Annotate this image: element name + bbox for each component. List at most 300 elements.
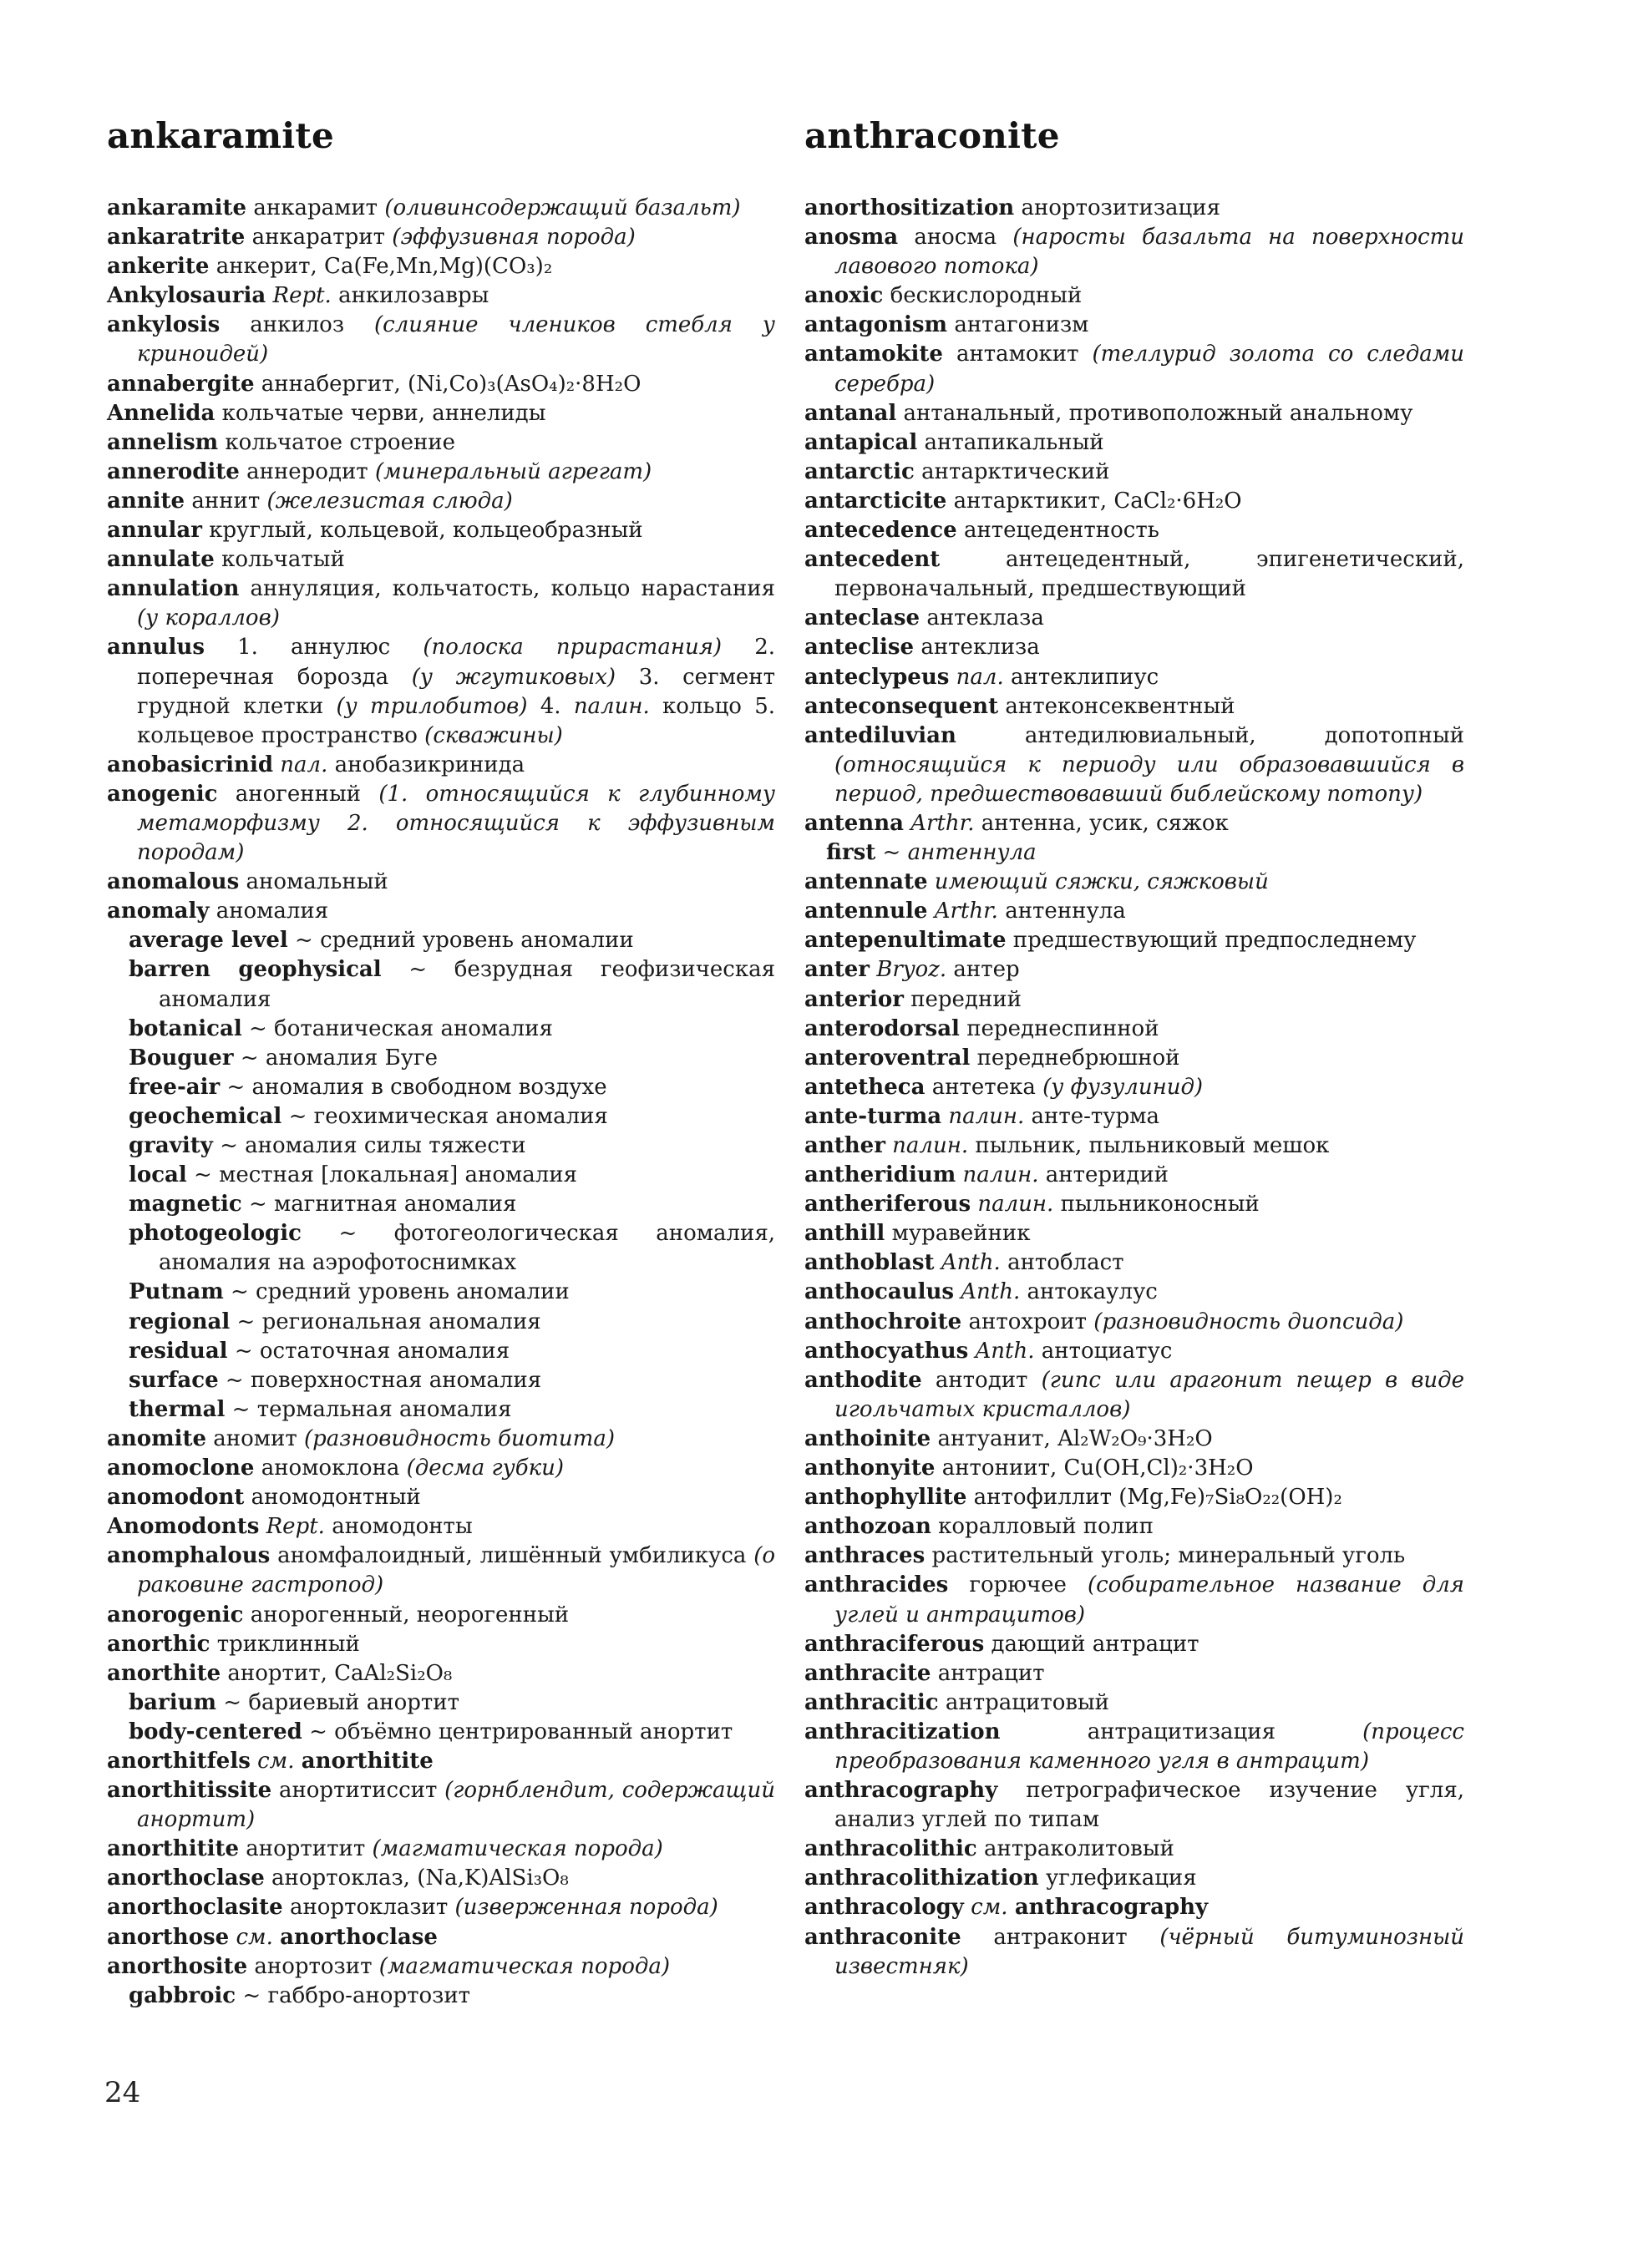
headword: anthophyllite: [804, 1485, 967, 1511]
sub-entry: [107, 1688, 775, 1718]
headword: Putnam: [129, 1279, 224, 1305]
italic-note: пал.: [280, 752, 328, 777]
italic-note: (чёрный битуминозный известняк): [834, 1924, 1465, 1979]
headword: anthracitization: [804, 1719, 1001, 1744]
translation: антецедентный, эпигенетический, первоначальный, предшествующий: [834, 547, 1464, 602]
italic-note: (наросты базальта на поверхности лавового потока): [834, 225, 1465, 280]
sub-entry: [107, 1073, 775, 1102]
italic-note: (полоска прирастания): [423, 635, 723, 661]
dictionary-entry: [107, 223, 775, 252]
translation: ~ поверхностная аномалия: [225, 1367, 542, 1393]
italic-note: Bryoz.: [876, 957, 947, 983]
headword: anthracitic: [804, 1689, 939, 1715]
dictionary-entry: [107, 1747, 775, 1776]
translation: анортоклазит: [289, 1895, 449, 1921]
dictionary-entry: [107, 751, 775, 780]
translation: аногенный: [235, 781, 361, 807]
headword: anthraces: [804, 1543, 926, 1569]
translation: антодит: [935, 1367, 1028, 1393]
dictionary-entry: [107, 1923, 775, 1952]
sub-entry: [107, 1337, 775, 1366]
translation: передний: [910, 986, 1022, 1012]
dictionary-entry: [804, 1308, 1464, 1337]
translation: переднеспинной: [966, 1015, 1159, 1041]
italic-note: (собирательное название для углей и антрацитов): [834, 1572, 1465, 1628]
headword: anogenic: [107, 781, 218, 807]
headword: Anomodonts: [107, 1514, 260, 1540]
italic-note: палин.: [892, 1133, 969, 1158]
italic-note: (разновидность биотита): [303, 1425, 615, 1451]
translation: муравейник: [891, 1221, 1031, 1247]
translation: пыльниконосный: [1060, 1192, 1260, 1218]
headword: anteclise: [804, 635, 915, 661]
translation: ~ безрудная геофизическая аномалия: [159, 957, 775, 1012]
headword: anthodite: [804, 1367, 922, 1393]
translation: переднебрюшной: [976, 1045, 1180, 1071]
translation: кольчатый: [221, 547, 345, 573]
dictionary-entry: [107, 1893, 775, 1922]
dictionary-entry: [804, 868, 1464, 897]
italic-note: палин.: [962, 1162, 1039, 1188]
headword: anomoclone: [107, 1455, 255, 1481]
headword: geochemical: [129, 1103, 282, 1129]
headword: ante-turma: [804, 1103, 942, 1129]
headword: anthozoan: [804, 1514, 931, 1540]
dictionary-entry: [804, 1688, 1464, 1718]
translation: анортит, CaAl₂Si₂O₈: [227, 1660, 453, 1686]
sub-entry: [107, 1044, 775, 1073]
italic-note: Anth.: [941, 1250, 1001, 1276]
headword: anorthoclase: [107, 1866, 265, 1891]
dictionary-entry: [804, 809, 1464, 838]
dictionary-entry: [804, 721, 1464, 809]
sub-entry: [107, 1161, 775, 1190]
translation: антрацитизация: [1087, 1719, 1276, 1744]
translation: аннит: [191, 488, 261, 514]
italic-note: см.: [236, 1924, 273, 1950]
headword: annulation: [107, 576, 240, 602]
sub-entry: [107, 1015, 775, 1044]
headword: anteclase: [804, 605, 921, 631]
dictionary-entry: [804, 1835, 1464, 1864]
dictionary-entry: [804, 897, 1464, 926]
translation: ~ остаточная аномалия: [234, 1338, 510, 1364]
dictionary-entry: [107, 194, 775, 223]
sub-entry: [107, 1308, 775, 1337]
translation: пыльник, пыльниковый мешок: [975, 1133, 1330, 1158]
headword: ankerite: [107, 254, 210, 280]
headword: gabbroic: [129, 1982, 236, 2008]
dictionary-entry: [804, 1278, 1464, 1307]
headword: anomphalous: [107, 1543, 271, 1569]
dictionary-entry: [107, 487, 775, 516]
translation: антраколитовый: [984, 1836, 1174, 1862]
sub-entry: [107, 1718, 775, 1747]
italic-note: имеющий сяжки, сяжковый: [934, 869, 1269, 895]
headword: local: [129, 1162, 187, 1188]
translation: дающий антрацит: [991, 1631, 1199, 1657]
italic-note: палин.: [573, 693, 650, 719]
sub-entry: [107, 1395, 775, 1425]
headword: antennule: [804, 899, 928, 924]
translation: кольчатые черви, аннелиды: [221, 400, 546, 426]
headword: antheriferous: [804, 1192, 971, 1218]
italic-note: (теллурид золота со следами серебра): [834, 342, 1465, 397]
headword: antanal: [804, 400, 897, 426]
dictionary-entry: [107, 311, 775, 369]
headword: anorthositization: [804, 195, 1015, 220]
dictionary-entry: [804, 545, 1464, 604]
italic-note: антеннула: [907, 840, 1037, 866]
dictionary-entry: [107, 1630, 775, 1659]
italic-note: Arthr.: [934, 899, 998, 924]
translation: ~ магнитная аномалия: [248, 1192, 517, 1218]
italic-note: (разновидность диопсида): [1093, 1309, 1404, 1334]
headword: residual: [129, 1338, 228, 1364]
dictionary-entry: [804, 1337, 1464, 1366]
dictionary-entry: [107, 1542, 775, 1600]
italic-note: (магматическая порода): [378, 1953, 670, 1979]
headword: anorthose: [107, 1924, 230, 1950]
translation: антарктикит, CaCl₂·6H₂O: [953, 488, 1242, 514]
headword: annulate: [107, 547, 215, 573]
dictionary-entry: [804, 311, 1464, 340]
dictionary-entry: [804, 1425, 1464, 1454]
headword: annerodite: [107, 458, 240, 484]
headword: Bouguer: [129, 1045, 234, 1071]
dictionary-entry: [107, 1425, 775, 1454]
sub-entry: [107, 1982, 775, 2011]
dictionary-entry: [107, 399, 775, 428]
headword: anomodont: [107, 1485, 245, 1511]
translation: антедилювиальный, допотопный: [1024, 722, 1464, 748]
headword: anorthic: [107, 1631, 210, 1657]
headword: anthonyite: [804, 1455, 936, 1481]
translation: антрацит: [937, 1660, 1045, 1686]
headword: thermal: [129, 1396, 226, 1422]
translation: антрацитовый: [945, 1689, 1110, 1715]
headword: annular: [107, 518, 202, 544]
headword: anorogenic: [107, 1602, 244, 1628]
dictionary-entry: [107, 458, 775, 487]
translation: 4.: [540, 693, 561, 719]
headword: anthoinite: [804, 1425, 931, 1451]
dictionary-entry: [107, 1952, 775, 1982]
dictionary-entry: [804, 487, 1464, 516]
headword: photogeologic: [129, 1221, 302, 1247]
italic-note: (изверженная порода): [454, 1895, 718, 1921]
headword: anteclypeus: [804, 664, 950, 690]
translation: аномалия: [216, 899, 329, 924]
dictionary-entry: [107, 575, 775, 633]
translation: антарктический: [921, 458, 1110, 484]
headword: anomite: [107, 1425, 207, 1451]
italic-note: (процесс преобразования каменного угля в антрацит): [834, 1719, 1464, 1774]
headword: anthracides: [804, 1572, 949, 1598]
dictionary-entry: [804, 926, 1464, 955]
translation: антеннула: [1005, 899, 1126, 924]
headword: Ankylosauria: [107, 283, 266, 309]
headword: ankaramite: [107, 195, 247, 220]
headword: anthracography: [804, 1778, 998, 1804]
headword: gravity: [129, 1133, 213, 1158]
headword: regional: [129, 1309, 231, 1334]
italic-note: (1. относящийся к глубинному метаморфизму 2. относящийся к эффузивным породам): [137, 781, 775, 866]
headword: anthracite: [804, 1660, 931, 1686]
italic-note: пал.: [956, 664, 1004, 690]
translation: анкаратрит: [251, 225, 386, 251]
dictionary-entry: [804, 1893, 1464, 1922]
italic-note: (слияние члеников стебля у криноидей): [137, 312, 776, 367]
headword: botanical: [129, 1015, 242, 1041]
translation: антуанит, Al₂W₂O₉·3H₂O: [937, 1425, 1213, 1451]
translation: антеридий: [1045, 1162, 1169, 1188]
dictionary-entry: [107, 868, 775, 897]
headword: anteroventral: [804, 1045, 971, 1071]
headword: antheridium: [804, 1162, 956, 1188]
translation: антецедентность: [963, 518, 1159, 544]
headword: Annelida: [107, 400, 216, 426]
headword: free-air: [129, 1074, 221, 1100]
sub-entry: [107, 1366, 775, 1395]
translation: антраконит: [993, 1924, 1128, 1950]
translation: анортозит: [254, 1953, 373, 1979]
headword: anobasicrinid: [107, 752, 273, 777]
headword: anomalous: [107, 869, 240, 895]
headword: anorthitite: [301, 1748, 434, 1774]
translation: антоциатус: [1041, 1338, 1173, 1364]
italic-note: (у кораллов): [137, 605, 280, 631]
translation: антер: [953, 957, 1020, 983]
dictionary-entry: [804, 1454, 1464, 1483]
translation: 3. сегмент грудной клетки: [137, 664, 776, 719]
italic-note: (у фузулинид): [1042, 1074, 1204, 1100]
headword: barium: [129, 1689, 217, 1715]
translation: антамокит: [956, 342, 1079, 367]
dictionary-entry: [804, 1366, 1464, 1425]
dictionary-entry: [804, 955, 1464, 985]
dictionary-entry: [804, 1483, 1464, 1512]
headword: anthracolithization: [804, 1866, 1039, 1891]
dictionary-entry: [804, 1923, 1464, 1982]
left-column: [107, 194, 775, 2011]
dictionary-entry: [804, 1718, 1464, 1776]
translation: анортоклаз, (Na,K)AlSi₃O₈: [271, 1866, 569, 1891]
italic-note: (минеральный агрегат): [374, 458, 652, 484]
translation: кольцо 5. кольцевое пространство: [137, 693, 776, 748]
dictionary-entry: [107, 281, 775, 311]
dictionary-entry: [804, 1776, 1464, 1835]
translation: ~ аномалия в свободном воздухе: [226, 1074, 607, 1100]
dictionary-entry: [804, 1161, 1464, 1190]
dictionary-entry: [804, 1190, 1464, 1219]
translation: антеконсеквентный: [1005, 693, 1235, 719]
headword: anthracography: [1014, 1895, 1209, 1921]
sub-entry: [107, 1190, 775, 1219]
headword: antecedence: [804, 518, 957, 544]
right-guide-word: anthraconite: [804, 115, 1060, 156]
dictionary-entry: [107, 1835, 775, 1864]
dictionary-entry: [804, 1542, 1464, 1571]
sub-entry: [107, 1219, 775, 1278]
translation: аннуляция, кольчатость, кольцо нарастания: [250, 576, 776, 602]
headword: anthochroite: [804, 1309, 962, 1334]
headword: antediluvian: [804, 722, 956, 748]
sub-entry: [107, 1131, 775, 1161]
dictionary-entry: [107, 428, 775, 458]
dictionary-entry: [804, 985, 1464, 1015]
dictionary-entry: [804, 1630, 1464, 1659]
dictionary-entry: [804, 1073, 1464, 1102]
italic-note: (магматическая порода): [372, 1836, 663, 1862]
dictionary-entry: [107, 252, 775, 281]
dictionary-entry: [107, 545, 775, 575]
italic-note: (гипс или арагонит пещер в виде игольчатых кристаллов): [834, 1367, 1465, 1422]
headword: anthocaulus: [804, 1279, 955, 1305]
italic-note: (десма губки): [406, 1455, 565, 1481]
dictionary-entry: [804, 1219, 1464, 1248]
translation: аномфалоидный, лишённый умбиликуса: [277, 1543, 747, 1569]
right-column: [804, 194, 1464, 1982]
dictionary-entry: [804, 1248, 1464, 1278]
translation: коралловый полип: [938, 1514, 1154, 1540]
headword: anthracology: [804, 1895, 964, 1921]
translation: антагонизм: [954, 312, 1089, 338]
translation: ~ средний уровень аномалии: [231, 1279, 570, 1305]
headword: ankaratrite: [107, 225, 246, 251]
translation: ~ аномалия силы тяжести: [220, 1133, 526, 1158]
dictionary-entry: [804, 281, 1464, 311]
translation: антетека: [931, 1074, 1036, 1100]
dictionary-entry: [804, 1864, 1464, 1893]
translation: ~ фотогеологическая аномалия, аномалия на аэрофотоснимках: [159, 1221, 776, 1276]
headword: anthracolithic: [804, 1836, 977, 1862]
sub-entry: [804, 838, 1464, 868]
headword: barren geophysical: [129, 957, 382, 983]
dictionary-entry: [107, 633, 775, 750]
page-number: 24: [104, 2076, 141, 2109]
dictionary-entry: [804, 633, 1464, 662]
headword: anthraconite: [804, 1924, 961, 1950]
headword: anteconsequent: [804, 693, 999, 719]
translation: анкарамит: [253, 195, 378, 220]
italic-note: (о раковине гастропод): [137, 1543, 775, 1598]
translation: антохроит: [968, 1309, 1088, 1334]
translation: антофиллит (Mg,Fe)₇Si₈O₂₂(OH)₂: [973, 1485, 1342, 1511]
translation: анкилозавры: [338, 283, 489, 309]
dictionary-entry: [804, 1131, 1464, 1161]
dictionary-entry: [107, 1454, 775, 1483]
translation: анортозитизация: [1021, 195, 1220, 220]
sub-entry: [107, 955, 775, 1014]
headword: antetheca: [804, 1074, 926, 1100]
dictionary-entry: [804, 340, 1464, 398]
headword: antenna: [804, 810, 904, 836]
headword: anoxic: [804, 283, 884, 309]
translation: углефикация: [1045, 1866, 1197, 1891]
translation: растительный уголь; минеральный уголь: [931, 1543, 1406, 1569]
dictionary-entry: [804, 1659, 1464, 1688]
headword: anther: [804, 1133, 885, 1158]
dictionary-entry: [804, 428, 1464, 458]
dictionary-entry: [804, 604, 1464, 633]
headword: antepenultimate: [804, 928, 1007, 954]
translation: антапикальный: [924, 429, 1104, 455]
translation: антеклиза: [921, 635, 1040, 661]
sub-entry: [107, 926, 775, 955]
translation: 1. аннулюс: [237, 635, 391, 661]
dictionary-entry: [107, 516, 775, 545]
translation: антеклипиус: [1011, 664, 1159, 690]
translation: ~ аномалия Буге: [240, 1045, 438, 1071]
headword: body-centered: [129, 1719, 302, 1744]
translation: аннабергит, (Ni,Co)₃(AsO₄)₂·8H₂O: [261, 371, 642, 397]
dictionary-entry: [804, 194, 1464, 223]
dictionary-entry: [107, 780, 775, 868]
translation: анобазикринида: [334, 752, 525, 777]
translation: антониит, Cu(OH,Cl)₂·3H₂O: [941, 1455, 1254, 1481]
dictionary-entry: [804, 1015, 1464, 1044]
headword: anthill: [804, 1221, 885, 1247]
sub-entry: [107, 1278, 775, 1307]
dictionary-entry: [107, 897, 775, 926]
headword: antennate: [804, 869, 928, 895]
translation: горючее: [969, 1572, 1067, 1598]
headword: anterior: [804, 986, 904, 1012]
headword: anterodorsal: [804, 1015, 960, 1041]
sub-entry: [107, 1102, 775, 1131]
dictionary-entry: [804, 1571, 1464, 1629]
headword: antarctic: [804, 458, 915, 484]
headword: anorthite: [107, 1660, 221, 1686]
dictionary-entry: [107, 1864, 775, 1893]
dictionary-entry: [107, 1776, 775, 1835]
headword: anthoblast: [804, 1250, 935, 1276]
italic-note: (эффузивная порода): [392, 225, 636, 251]
italic-note: Rept.: [272, 283, 332, 309]
translation: анортитит: [246, 1836, 366, 1862]
translation: ~ габбро-анортозит: [242, 1982, 471, 2008]
headword: annulus: [107, 635, 205, 661]
italic-note: см.: [257, 1748, 295, 1774]
headword: antagonism: [804, 312, 948, 338]
translation: аномодонты: [332, 1514, 473, 1540]
translation: антеклаза: [926, 605, 1044, 631]
translation: ~ средний уровень аномалии: [295, 928, 634, 954]
translation: аномальный: [246, 869, 388, 895]
translation: петрографическое изучение угля, анализ углей по типам: [834, 1778, 1464, 1833]
headword: surface: [129, 1367, 219, 1393]
translation: анортитиссит: [278, 1778, 438, 1804]
headword: anorthitite: [107, 1836, 240, 1862]
dictionary-entry: [804, 516, 1464, 545]
dictionary-entry: [804, 663, 1464, 692]
italic-note: палин.: [948, 1103, 1025, 1129]
translation: аномодонтный: [251, 1485, 421, 1511]
translation: аносма: [914, 225, 997, 251]
headword: annelism: [107, 429, 219, 455]
translation: аномит: [213, 1425, 297, 1451]
dictionary-entry: [804, 1102, 1464, 1131]
translation: антокаулус: [1027, 1279, 1158, 1305]
translation: ~ геохимическая аномалия: [288, 1103, 608, 1129]
dictionary-entry: [107, 1659, 775, 1688]
translation: круглый, кольцевой, кольцеобразный: [209, 518, 643, 544]
italic-note: Anth.: [961, 1279, 1021, 1305]
left-guide-word: ankaramite: [107, 115, 334, 156]
headword: magnetic: [129, 1192, 242, 1218]
translation: анкилоз: [250, 312, 344, 338]
